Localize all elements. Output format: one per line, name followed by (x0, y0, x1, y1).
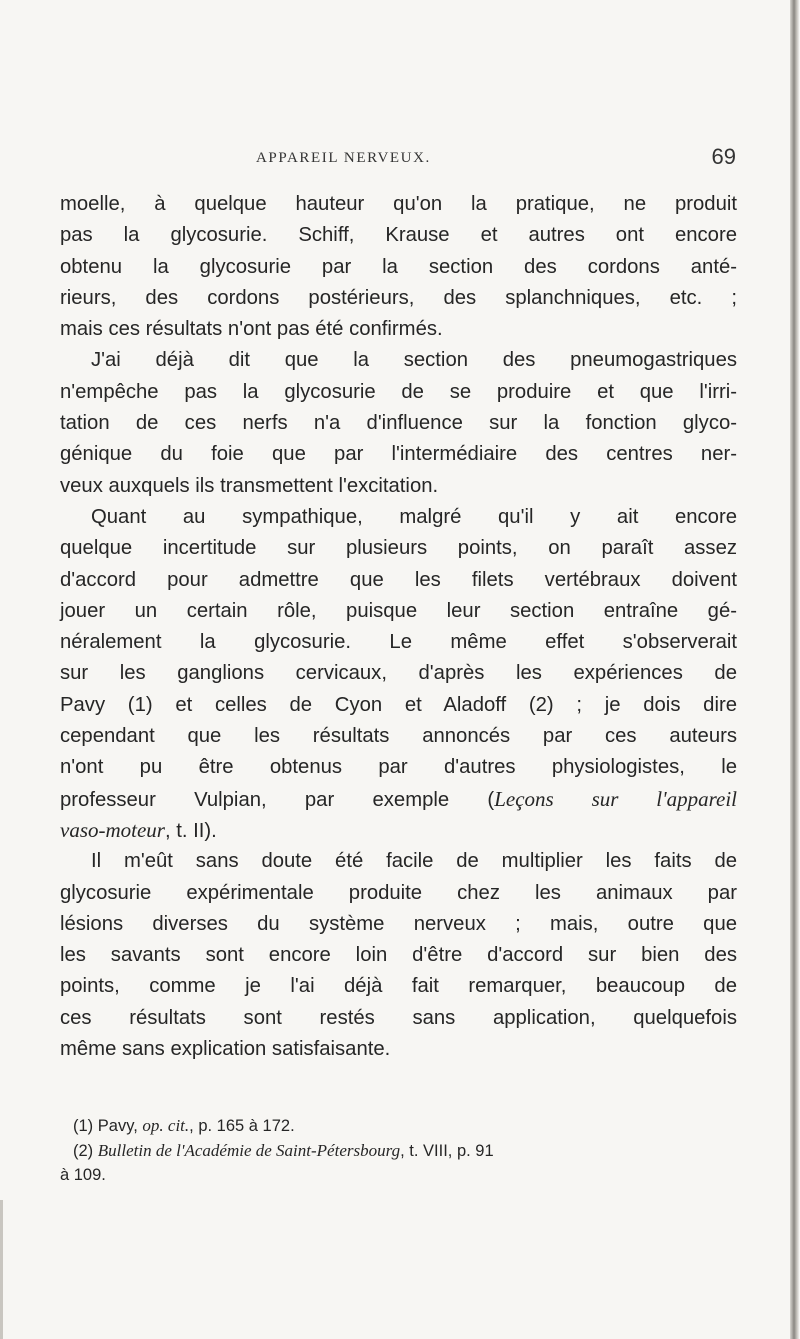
text-line: sur les ganglions cervicaux, d'après les expériences de (60, 662, 737, 685)
footnotes (60, 1114, 737, 1188)
footnote-2 (60, 1139, 737, 1164)
footnote-text: , t. VIII, p. 91 (400, 1141, 494, 1160)
text-line: Pavy (1) et celles de Cyon et Aladoff (2) ; je dois dire (60, 693, 737, 716)
footnote-marker: (1) (73, 1117, 94, 1135)
text-line: quelque incertitude sur plusieurs points, on paraît assez (60, 537, 737, 560)
text-line-citation (60, 784, 737, 815)
text-line: mais ces résultats n'ont pas été confirmés. (60, 318, 443, 341)
text-line: n'empêche pas la glycosurie de se produire et que l'irri- (60, 380, 737, 403)
text-line: jouer un certain rôle, puisque leur section entraîne gé- (60, 599, 737, 622)
text-line: même sans explication satisfaisante. (60, 1038, 391, 1061)
text-line: rieurs, des cordons postérieurs, des splanchniques, etc. ; (60, 286, 737, 309)
text-line: ces résultats sont restés sans application, quelquefois (60, 1006, 737, 1029)
footnote-italic: op. cit. (142, 1116, 190, 1135)
citation-text: professeur Vulpian, par exemple ( (60, 788, 495, 811)
text-line: cependant que les résultats annoncés par ces auteurs (60, 725, 737, 748)
footnote-italic: Bulletin de l'Académie de Saint-Pétersbourg (97, 1140, 401, 1160)
footnote-1 (60, 1114, 737, 1139)
citation-text: , t. II). (164, 819, 217, 842)
citation-title: vaso-moteur (60, 817, 165, 842)
text-line: points, comme je l'ai déjà fait remarquer, beaucoup de (60, 975, 737, 998)
citation-title: Leçons sur l'appareil (494, 786, 738, 811)
footnote-marker: (2) (73, 1141, 94, 1160)
footnote-author: Pavy, (97, 1117, 143, 1135)
text-line-citation (60, 815, 737, 846)
text-line: obtenu la glycosurie par la section des cordons anté- (60, 255, 737, 278)
text-line: d'accord pour admettre que les filets vertébraux doivent (60, 568, 737, 591)
text-line: tation de ces nerfs n'a d'influence sur la fonction glyco- (60, 412, 737, 435)
text-line: pas la glycosurie. Schiff, Krause et autres ont encore (60, 224, 737, 247)
text-line: Quant au sympathique, malgré qu'il y ait encore (91, 505, 737, 528)
text-line: moelle, à quelque hauteur qu'on la pratique, ne produit (60, 193, 737, 215)
footnote-text: , p. 165 à 172. (189, 1117, 295, 1135)
text-line: J'ai déjà dit que la section des pneumogastriques (91, 349, 737, 372)
text-line: génique du foie que par l'intermédiaire des centres ner- (60, 443, 737, 466)
text-line: les savants sont encore loin d'être d'accord sur bien des (60, 944, 737, 967)
text-line: glycosurie expérimentale produite chez les animaux par (60, 881, 737, 904)
page-header (256, 144, 736, 174)
text-line: néralement la glycosurie. Le même effet s'observerait (60, 631, 737, 654)
text-line: veux auxquels ils transmettent l'excitation. (60, 474, 439, 497)
text-line: lésions diverses du système nerveux ; mais, outre que (60, 912, 737, 935)
footnote-2-continuation: à 109. (60, 1166, 106, 1184)
text-line: n'ont pu être obtenus par d'autres physiologistes, le (60, 756, 737, 779)
text-line: Il m'eût sans doute été facile de multiplier les faits de (91, 850, 737, 873)
running-title: APPAREIL NERVEUX. (256, 150, 431, 166)
page-number: 69 (711, 144, 736, 169)
body-text (60, 189, 737, 1065)
page-edge-left (0, 1200, 3, 1339)
page-edge-shadow (790, 0, 800, 1339)
